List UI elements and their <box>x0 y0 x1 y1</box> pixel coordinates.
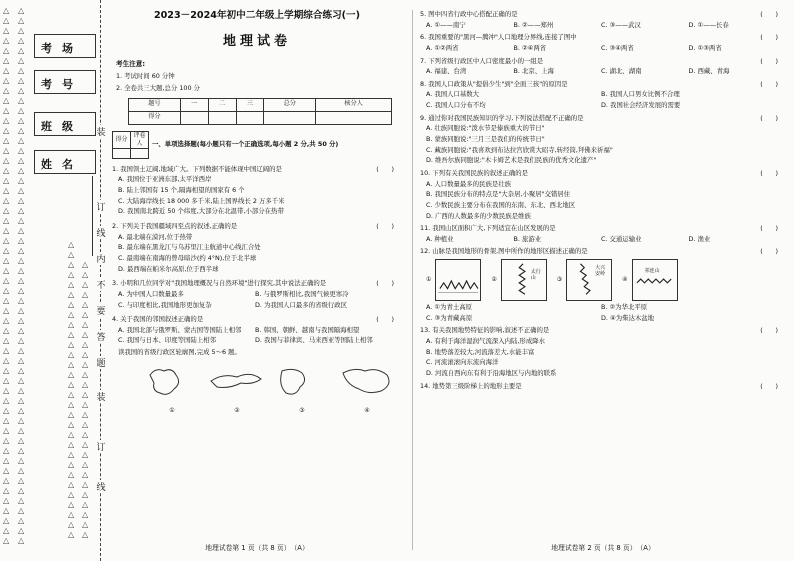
answer-paren[interactable]: ( ) <box>760 224 778 233</box>
option: A. 人口数量最多的民族是壮族 <box>426 179 512 188</box>
question-stem: 5. 图中四省行政中心搭配正确的是 <box>420 10 518 18</box>
province-outline-maps <box>112 363 402 417</box>
option: B. 旅游业 <box>513 234 542 243</box>
question-stem: 7. 下列省级行政区中人口密度最小的一组是 <box>420 56 544 65</box>
option: C. ③——武汉 <box>601 20 641 29</box>
diagram-number: ② <box>491 276 497 284</box>
score-header-cell: 一 <box>180 98 208 111</box>
question-stem: 14. 地势第三级阶梯上的地形主要是 <box>420 381 522 390</box>
question-13 <box>420 326 786 377</box>
option: B. 地势落差较大,河流落差大,水能丰富 <box>426 347 535 356</box>
question-14 <box>420 382 786 391</box>
option: B. 陆上邻国有 15 个,隔海相望的国家有 6 个 <box>118 186 245 195</box>
province-outline-1 <box>142 363 202 405</box>
decorative-triangles-left: △ △ △ △ △ △ △ △ △ △ △ △ △ △ △ △ △ △ △ △ △ △ △ △ △ △ △ △ △ △ △ △ △ △ △ △ △ △ △ △ △ △ △ △ △ △ △ △ △ △ △ △ △ △ <box>3 6 9 545</box>
question-2 <box>112 222 402 273</box>
question-stem: 9. 通过你对我国民族知识的学习,下列说法搭配不正确的是 <box>420 113 584 122</box>
diagram-number: ③ <box>556 276 563 284</box>
option: D. 渔业 <box>688 234 711 243</box>
question-stem: 6. 我国重要的"黑河—腾冲"人口地理分界线,连接了图中 <box>420 33 577 42</box>
question-stem: 12. 山脉是我国地形的骨架,图中所作的地形区描述正确的是 <box>420 247 588 256</box>
binding-char: 不 <box>96 278 106 291</box>
notice-block <box>112 60 402 92</box>
binding-char: 装 <box>96 390 106 403</box>
option: C. 最南端在南海的曾母暗沙(约 4°N),位于北半球 <box>118 253 257 262</box>
mini-score-label: 得分 <box>113 131 131 148</box>
question-3 <box>112 279 402 309</box>
question-stem: 8. 我国人口政策从"提倡少生"到"全面三孩"的原因是 <box>420 79 568 88</box>
page-footer-left: 地理试卷第 1 页（共 8 页） （A） <box>205 543 309 552</box>
mini-grader-label: 评卷人 <box>131 131 149 148</box>
exam-title: 2023－2024年初中二年级上学期综合练习(一) <box>153 10 361 21</box>
page-divider <box>412 10 413 550</box>
province-outline-2 <box>207 363 267 405</box>
answer-paren[interactable]: ( ) <box>760 326 778 335</box>
option-row <box>112 336 392 345</box>
binding-char: 订 <box>96 440 106 453</box>
option: B. 最东端在黑龙江与乌苏里江主航道中心线汇合处 <box>118 243 261 252</box>
option-row <box>420 314 776 323</box>
range-label: 太行山 <box>530 269 541 281</box>
option: D. 河流自西向东有利于沿海地区与内地的联系 <box>426 368 557 377</box>
score-blank-cell[interactable] <box>316 111 392 124</box>
option-row <box>112 301 392 310</box>
option-row <box>420 101 776 110</box>
binding-char: 内 <box>96 252 106 265</box>
question-11 <box>420 224 786 243</box>
score-blank-cell[interactable] <box>264 111 316 124</box>
score-blank-cell[interactable] <box>208 111 236 124</box>
question-stem: 1. 我国领土辽阔,地域广大。下列数据不能体现中国辽阔的是 <box>112 164 282 173</box>
question-12 <box>420 247 786 322</box>
binding-char: 订 <box>96 200 106 213</box>
option: A. 我国位于亚洲东部,太平洋西岸 <box>118 175 212 184</box>
exam-room-field[interactable] <box>34 34 96 58</box>
map-label: ① <box>169 407 175 415</box>
option: C. 我国人口分布不均 <box>426 101 486 110</box>
option-row <box>420 235 776 244</box>
page-footer-right: 地理试卷第 2 页（共 8 页） （A） <box>551 543 655 552</box>
option-row <box>112 290 392 299</box>
question-4 <box>112 315 402 345</box>
option-row <box>420 67 776 76</box>
option: C. 大陆海岸线长 18 000 多千米,陆上国界线长 2 万多千米 <box>118 196 285 205</box>
question-1 <box>112 165 402 216</box>
answer-paren[interactable]: ( ) <box>760 247 778 256</box>
binding-char: 答 <box>96 330 106 343</box>
option: D. 广西的人数最多的少数民族是维族 <box>426 211 531 220</box>
option-row <box>420 21 776 30</box>
binding-char: 线 <box>96 480 106 493</box>
question-6 <box>420 33 786 52</box>
question-9 <box>420 114 786 165</box>
name-field[interactable] <box>34 150 96 174</box>
option: D. 最西端在帕米尔高原,位于西半球 <box>118 264 219 273</box>
option: A. 为中国人口数量最多 <box>118 289 184 298</box>
option: B. 与俄罗斯相比,我国气候更寒冷 <box>255 289 349 298</box>
option: D. 维吾尔族同胞说:"木卡姆艺术是我们民族的优秀文化遗产" <box>426 156 597 165</box>
range-label: 大兴安岭 <box>595 265 606 277</box>
option-row <box>420 44 776 53</box>
province-map-4 <box>337 363 397 417</box>
diagram-number: ④ <box>622 276 628 284</box>
score-header-cell: 二 <box>208 98 236 111</box>
score-table <box>128 98 392 125</box>
question-stem: 13. 有关我国地势特征的影响,叙述不正确的是 <box>420 326 550 335</box>
map-label: ② <box>234 407 240 415</box>
decorative-triangles-inner-2: △ △ △ △ △ △ △ △ △ △ △ △ △ △ △ △ △ △ △ △ △ △ △ △ △ △ △ △ <box>82 260 88 539</box>
binding-char: 装 <box>96 125 106 138</box>
option: B. 我国民族分布的特点是"大杂居,小聚居"交错居住 <box>426 190 571 199</box>
section-score-box <box>112 131 149 159</box>
answer-paren[interactable]: ( ) <box>376 279 394 288</box>
answer-paren[interactable]: ( ) <box>760 33 778 42</box>
answer-paren[interactable]: ( ) <box>760 79 778 88</box>
answer-paren[interactable]: ( ) <box>760 113 778 122</box>
mini-grader-blank[interactable] <box>131 148 149 158</box>
option-row <box>420 303 776 312</box>
name-label: 姓名 <box>41 158 83 171</box>
option: A. ①为青土高原 <box>426 303 473 312</box>
option: D. 西藏、青海 <box>688 67 730 76</box>
answer-paren[interactable]: ( ) <box>376 164 394 173</box>
option: B. 北京、上海 <box>513 67 554 76</box>
option: B. 我国人口男女比例不合理 <box>601 90 680 99</box>
binding-strip <box>0 0 112 561</box>
class-label: 班级 <box>41 120 83 133</box>
option: C. 少数民族主要分布在我国的东南、东北、西北地区 <box>426 200 576 209</box>
question-10 <box>420 169 786 220</box>
option: D. 我国与菲律宾、马来西亚等国陆上相邻 <box>255 336 373 345</box>
score-header-cell: 题号 <box>129 98 181 111</box>
score-header-cell: 核分人 <box>316 98 392 111</box>
option: A. ①——南宁 <box>426 20 466 29</box>
exam-number-label: 考号 <box>41 78 83 91</box>
decorative-triangles-right: △ △ △ △ △ △ △ △ △ △ △ △ △ △ △ △ △ △ △ △ △ △ △ △ △ △ △ △ △ △ △ △ △ △ △ △ △ △ △ △ △ △ △ △ △ △ △ △ △ △ △ △ △ △ <box>18 6 24 545</box>
option-row <box>420 90 776 99</box>
subject-title: 地理试卷 <box>222 33 291 49</box>
answer-paren[interactable]: ( ) <box>760 56 778 65</box>
page-right <box>420 8 786 553</box>
class-field[interactable] <box>34 112 96 136</box>
section-header <box>112 131 402 159</box>
score-header-cell: 总分 <box>264 98 316 111</box>
option: A. 有利于海洋湿润气流深入内陆,形成降水 <box>426 337 545 346</box>
option-row <box>112 326 392 335</box>
diagram-number: ① <box>426 276 432 284</box>
page-left <box>112 8 402 553</box>
option: D. 我国社会经济发展的需要 <box>601 101 681 110</box>
option: D. ①——长春 <box>688 20 729 29</box>
map-label: ④ <box>364 407 370 415</box>
score-header-cell: 三 <box>236 98 264 111</box>
score-blank-cell[interactable] <box>236 111 264 124</box>
exam-room-label: 考场 <box>41 42 83 55</box>
option: B. 韩国、朝鲜、越南与我国隔海相望 <box>255 325 360 334</box>
section-title: 一、单项选择题(每小题只有一个正确选项,每小题 2 分,共 50 分) <box>152 140 339 149</box>
binding-solid-line <box>92 176 93 256</box>
question-stem: 4. 关于我国的邻国叙述正确的是 <box>112 315 204 324</box>
option: B. ②④两省 <box>513 43 547 52</box>
option: D. ①③两省 <box>688 43 722 52</box>
mountain-diagram-1 <box>435 259 481 301</box>
binding-char: 题 <box>96 356 106 369</box>
question-5 <box>420 10 786 29</box>
option: A. 我国北部与俄罗斯、蒙古国等国陆上相邻 <box>118 325 242 334</box>
mountain-diagrams <box>420 259 776 301</box>
option: C. 藏族同胞说:"我喜欢到布达拉宫欣赏大昭寺,转经筒,拜佛来祈福" <box>426 145 613 154</box>
mini-score-blank[interactable] <box>113 148 131 158</box>
option: D. 我国南北跨近 50 个纬度,大部分在北温带,小部分在热带 <box>118 207 284 216</box>
notice-heading: 考生注意: <box>116 60 146 69</box>
mountain-range-icon <box>633 260 677 300</box>
binding-char: 线 <box>96 226 106 239</box>
map-label: ③ <box>299 407 305 415</box>
question-stem: 10. 下列有关我国民族的叙述正确的是 <box>420 168 529 177</box>
answer-paren[interactable]: ( ) <box>760 381 778 390</box>
option: A. ①②两省 <box>426 43 459 52</box>
option: A. 福建、台湾 <box>426 67 467 76</box>
maps-caption: 读我国的省级行政区轮廓图,完成 5～6 题。 <box>118 348 241 357</box>
option: A. 我国人口基数大 <box>426 90 480 99</box>
answer-paren[interactable]: ( ) <box>376 315 394 324</box>
province-map-1 <box>142 363 202 417</box>
binding-char: 要 <box>96 304 106 317</box>
option: B. 蒙族同胞说:"三月三是我们的传统节日" <box>426 135 545 144</box>
question-stem: 3. 小明和几位同学对"我国地理概况与自然环境"进行探究,其中说法正确的是 <box>112 279 327 288</box>
mountain-diagram-4 <box>632 259 678 301</box>
answer-paren[interactable]: ( ) <box>760 168 778 177</box>
option: C. 交通运输业 <box>601 234 642 243</box>
option: C. 河流滚滚向东流向海洋 <box>426 358 499 367</box>
score-label-cell: 得分 <box>129 111 181 124</box>
province-outline-3 <box>272 363 332 405</box>
score-blank-cell[interactable] <box>180 111 208 124</box>
question-7 <box>420 57 786 76</box>
option: D. ④为柴达木盆地 <box>601 313 655 322</box>
question-stem: 2. 下列关于我国疆域四至点的叙述,正确的是 <box>112 222 238 231</box>
option: A. 种植业 <box>426 234 454 243</box>
notice-item: 1. 考试时间 60 分钟 <box>116 72 175 81</box>
mountain-diagram-2 <box>501 259 547 301</box>
province-outline-4 <box>337 363 397 405</box>
option: A. 壮族同胞说:"泼水节是傣族重大的节日" <box>426 124 545 133</box>
notice-item: 2. 全卷共三大题,总分 100 分 <box>116 84 200 93</box>
option: D. 为我国人口最多的省级行政区 <box>255 300 348 309</box>
option: C. ③④两省 <box>601 43 634 52</box>
mountain-diagram-3 <box>566 259 612 301</box>
province-map-2 <box>207 363 267 417</box>
mountain-range-icon <box>436 260 480 300</box>
answer-paren[interactable]: ( ) <box>760 10 778 18</box>
option: C. 我国与日本、印度等国陆上相邻 <box>118 336 216 345</box>
option: C. 湖北、湖南 <box>601 67 642 76</box>
option: B. ②为华北平原 <box>601 303 648 312</box>
province-map-3 <box>272 363 332 417</box>
decorative-triangles-inner: △ △ △ △ △ △ △ △ △ △ △ △ △ △ △ △ △ △ △ △ △ △ △ △ △ △ △ △ △ △ <box>68 240 74 539</box>
answer-paren[interactable]: ( ) <box>376 222 394 231</box>
exam-number-field[interactable] <box>34 70 96 94</box>
option: A. 最北端在漠河,位于热带 <box>118 232 193 241</box>
range-label: 祁连山 <box>644 268 660 275</box>
option: C. ③为青藏高原 <box>426 313 473 322</box>
option: C. 与印度相比,我国地形更加复杂 <box>118 300 212 309</box>
option: B. ②——郑州 <box>513 20 554 29</box>
question-8 <box>420 80 786 110</box>
question-stem: 11. 我国山区面积广大,下列适宜在山区发展的是 <box>420 224 556 233</box>
